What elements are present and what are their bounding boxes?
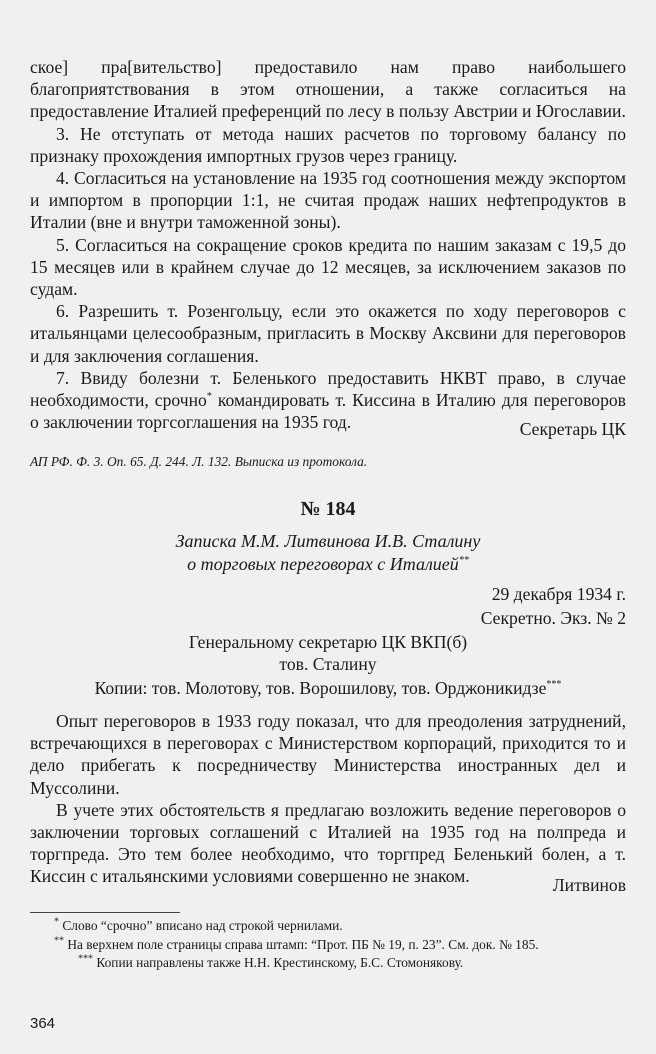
addressee-line-1: Генеральному секретарю ЦК ВКП(б) (188, 632, 468, 652)
footnote-2-mark: ** (54, 935, 64, 947)
signature-secretary: Секретарь ЦК (519, 419, 626, 439)
body-paragraph-2: В учете этих обстоятельств я предлагаю возложить ведение переговоров о заключении торговых соглашений с Италией на 1935 год на полпреда и торгпреда. Это тем более необходимо, что торгпред Беленький болен, а т. Киссин с итальянскими условиями совершенно не знаком. (30, 799, 626, 887)
footnote-ref-2: ** (458, 555, 469, 566)
item-7-text-start: 7. Ввиду болезни т. Беленького предоставить НКВТ право, в случае необходимости, срочно (30, 367, 626, 411)
paragraph-continuation: ское] пра[вительство] предоставило нам право наибольшего благоприятствования в этом отношении, а также согласиться на предоставление Италией преференций по лесу в пользу Австрии и Югославии. (30, 57, 626, 122)
footnote-3 (30, 954, 626, 973)
footnote-3-mark: *** (78, 953, 93, 965)
document-title-line-2 (30, 553, 626, 576)
footnote-divider (30, 912, 180, 913)
footnote-ref-1: * (206, 391, 212, 403)
secrecy-stamp: Секретно. Экз. № 2 (480, 608, 626, 628)
previous-document-text (30, 56, 626, 433)
footnote-3-text: Копии направлены также Н.Н. Крестинскому, Б.С. Стомонякову. (93, 955, 464, 970)
footnote-ref-3: *** (546, 679, 562, 691)
paragraph-item-6: 6. Разрешить т. Розенгольцу, если это окажется по ходу переговоров с итальянцами целесообразным, пригласить в Москву Аксвини для переговоров и для заключения соглашения. (30, 301, 626, 366)
footnote-1-mark: * (54, 916, 59, 928)
document-title-text: о торговых переговорах с Италией (187, 554, 459, 574)
footnote-2-text: На верхнем поле страницы справа штамп: “Прот. ПБ № 19, п. 23”. См. док. № 185. (64, 936, 539, 952)
addressee-line-2: тов. Сталину (279, 654, 377, 674)
document-number: № 184 (300, 498, 356, 520)
page-number: 364 (30, 1015, 56, 1032)
paragraph-item-3: 3. Не отступать от метода наших расчетов по торговому балансу по признаку прохождения импортных грузов через границу. (30, 123, 626, 166)
archive-source-note: АП РФ. Ф. 3. Оп. 65. Д. 244. Л. 132. Выписка из протокола. (30, 454, 368, 469)
copies-line (30, 677, 626, 699)
document-date: 29 декабря 1934 г. (491, 584, 626, 604)
body-paragraph-1: Опыт переговоров в 1933 году показал, что для преодоления затруднений, встречающихся в переговорах с Министерством корпораций, приходится то и дело прибегать к посредничеству Министерства иностранных дел и Муссолини. (30, 711, 626, 798)
signature-litvinov: Литвинов (552, 875, 626, 895)
footnote-1-text: Слово “срочно” вписано над строкой чернилами. (59, 918, 343, 933)
footnote-1 (30, 917, 626, 936)
copies-text: Копии: тов. Молотову, тов. Ворошилову, тов. Орджоникидзе (94, 678, 547, 698)
paragraph-item-4: 4. Согласиться на установление на 1935 год соотношения между экспортом и импортом в пропорции 1:1, не считая продаж наших нефтепродуктов в Италии (вне и внутри таможенной зоны). (30, 168, 626, 233)
footnotes (30, 917, 626, 973)
document-title-line-1: Записка М.М. Литвинова И.В. Сталину (175, 531, 481, 551)
footnote-2 (30, 936, 626, 955)
document-body (30, 710, 626, 888)
item-7-text-end: командировать т. Киссина в Италию для переговоров о заключении торгсоглашения на 1935 год. (30, 390, 626, 433)
paragraph-item-5: 5. Согласиться на сокращение сроков кредита по нашим заказам с 19,5 до 15 месяцев или в крайнем случае до 12 месяцев, за исключением заказов по судам. (30, 234, 626, 300)
